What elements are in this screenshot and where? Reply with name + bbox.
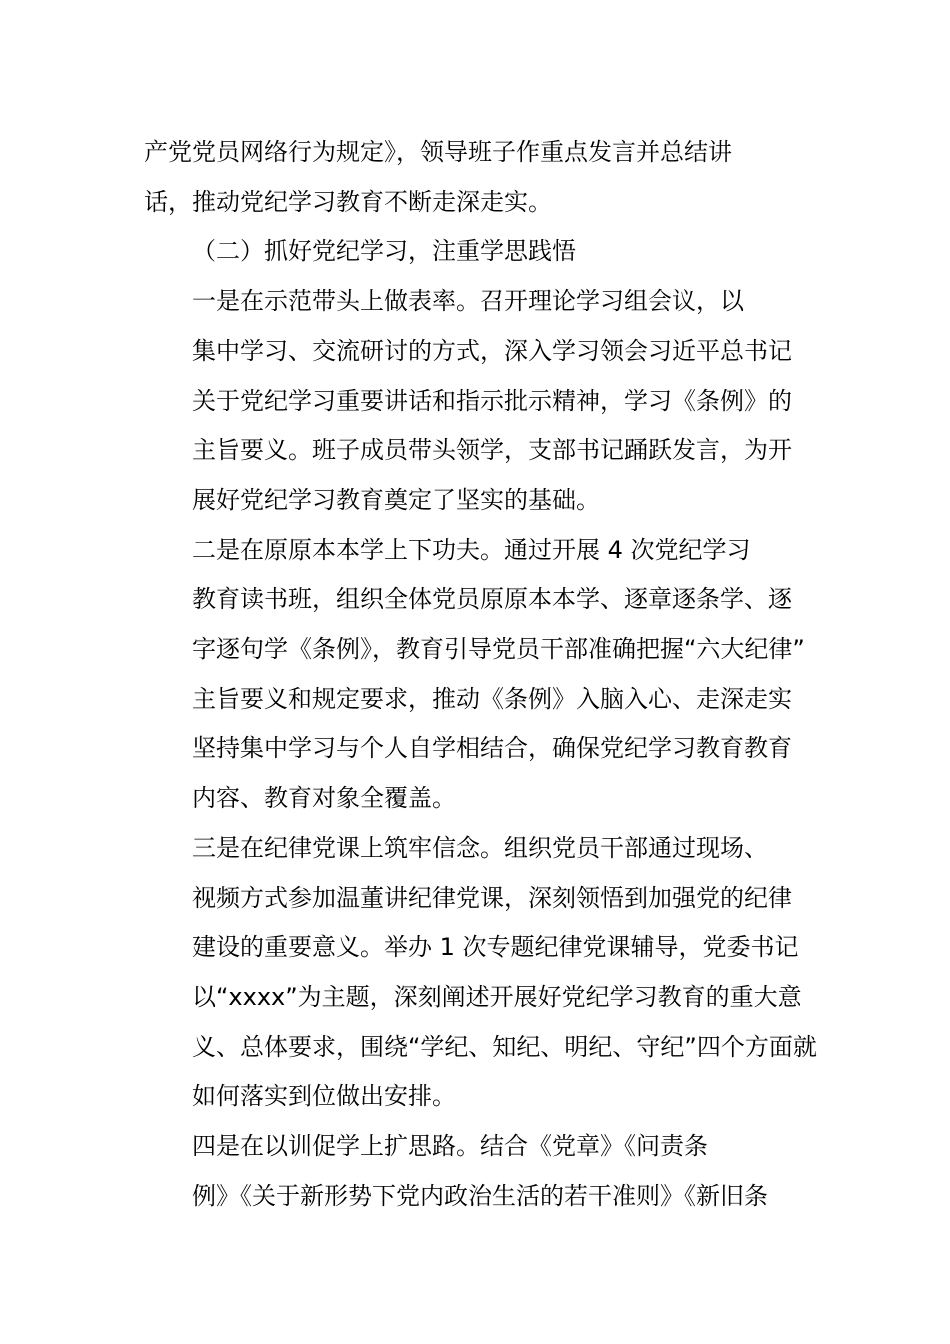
text-line: 内容、教育对象全覆盖。 xyxy=(192,784,456,813)
paragraph xyxy=(144,824,817,1122)
text-line: 字逐句学《条例》，教育引导党员干部准确把握“六大纪律” xyxy=(192,635,805,664)
text-line: 义、总体要求，围绕“学纪、知纪、明纪、守纪”四个方面就 xyxy=(192,1032,817,1061)
text-line: 集中学习、交流研讨的方式，深入学习领会习近平总书记 xyxy=(192,336,792,365)
text-line: 关于党纪学习重要讲话和指示批示精神，学习《条例》的 xyxy=(192,386,792,415)
document-body xyxy=(144,128,817,1221)
text-line: 主旨要义。班子成员带头领学，支部书记踊跃发言，为开 xyxy=(192,436,792,465)
text-line: 产党党员网络行为规定》，领导班子作重点发言并总结讲 xyxy=(144,138,732,166)
paragraph xyxy=(144,227,806,277)
text-line: 主旨要义和规定要求，推动《条例》入脑入心、走深走实 xyxy=(192,684,792,713)
paragraph xyxy=(144,128,806,227)
text-line: 一是在示范带头上做表率。召开理论学习组会议，以 xyxy=(192,287,744,316)
text-line: （二）抓好党纪学习，注重学思践悟 xyxy=(192,237,576,266)
paragraph xyxy=(144,1122,806,1221)
text-line: 三是在纪律党课上筑牢信念。组织党员干部通过现场、 xyxy=(192,833,768,862)
text-line: 教育读书班，组织全体党员原原本本学、逐章逐条学、逐 xyxy=(192,585,792,614)
paragraph xyxy=(144,277,806,526)
paragraph xyxy=(144,526,806,824)
text-line: 二是在原原本本学上下功夫。通过开展 4 次党纪学习 xyxy=(192,535,751,564)
text-line: 坚持集中学习与个人自学相结合，确保党纪学习教育教育 xyxy=(192,734,792,763)
text-line: 四是在以训促学上扩思路。结合《党章》《问责条 xyxy=(192,1132,708,1161)
text-line: 例》《关于新形势下党内政治生活的若干准则》《新旧条 xyxy=(192,1181,768,1210)
text-line: 建设的重要意义。举办 1 次专题纪律党课辅导，党委书记 xyxy=(192,933,799,962)
text-line: 以“xxxx”为主题，深刻阐述开展好党纪学习教育的重大意 xyxy=(192,982,802,1011)
text-line: 如何落实到位做出安排。 xyxy=(192,1082,456,1111)
text-line: 视频方式参加温董讲纪律党课，深刻领悟到加强党的纪律 xyxy=(192,883,792,912)
text-line: 话，推动党纪学习教育不断走深走实。 xyxy=(144,187,552,216)
text-line: 展好党纪学习教育奠定了坚实的基础。 xyxy=(192,485,600,514)
